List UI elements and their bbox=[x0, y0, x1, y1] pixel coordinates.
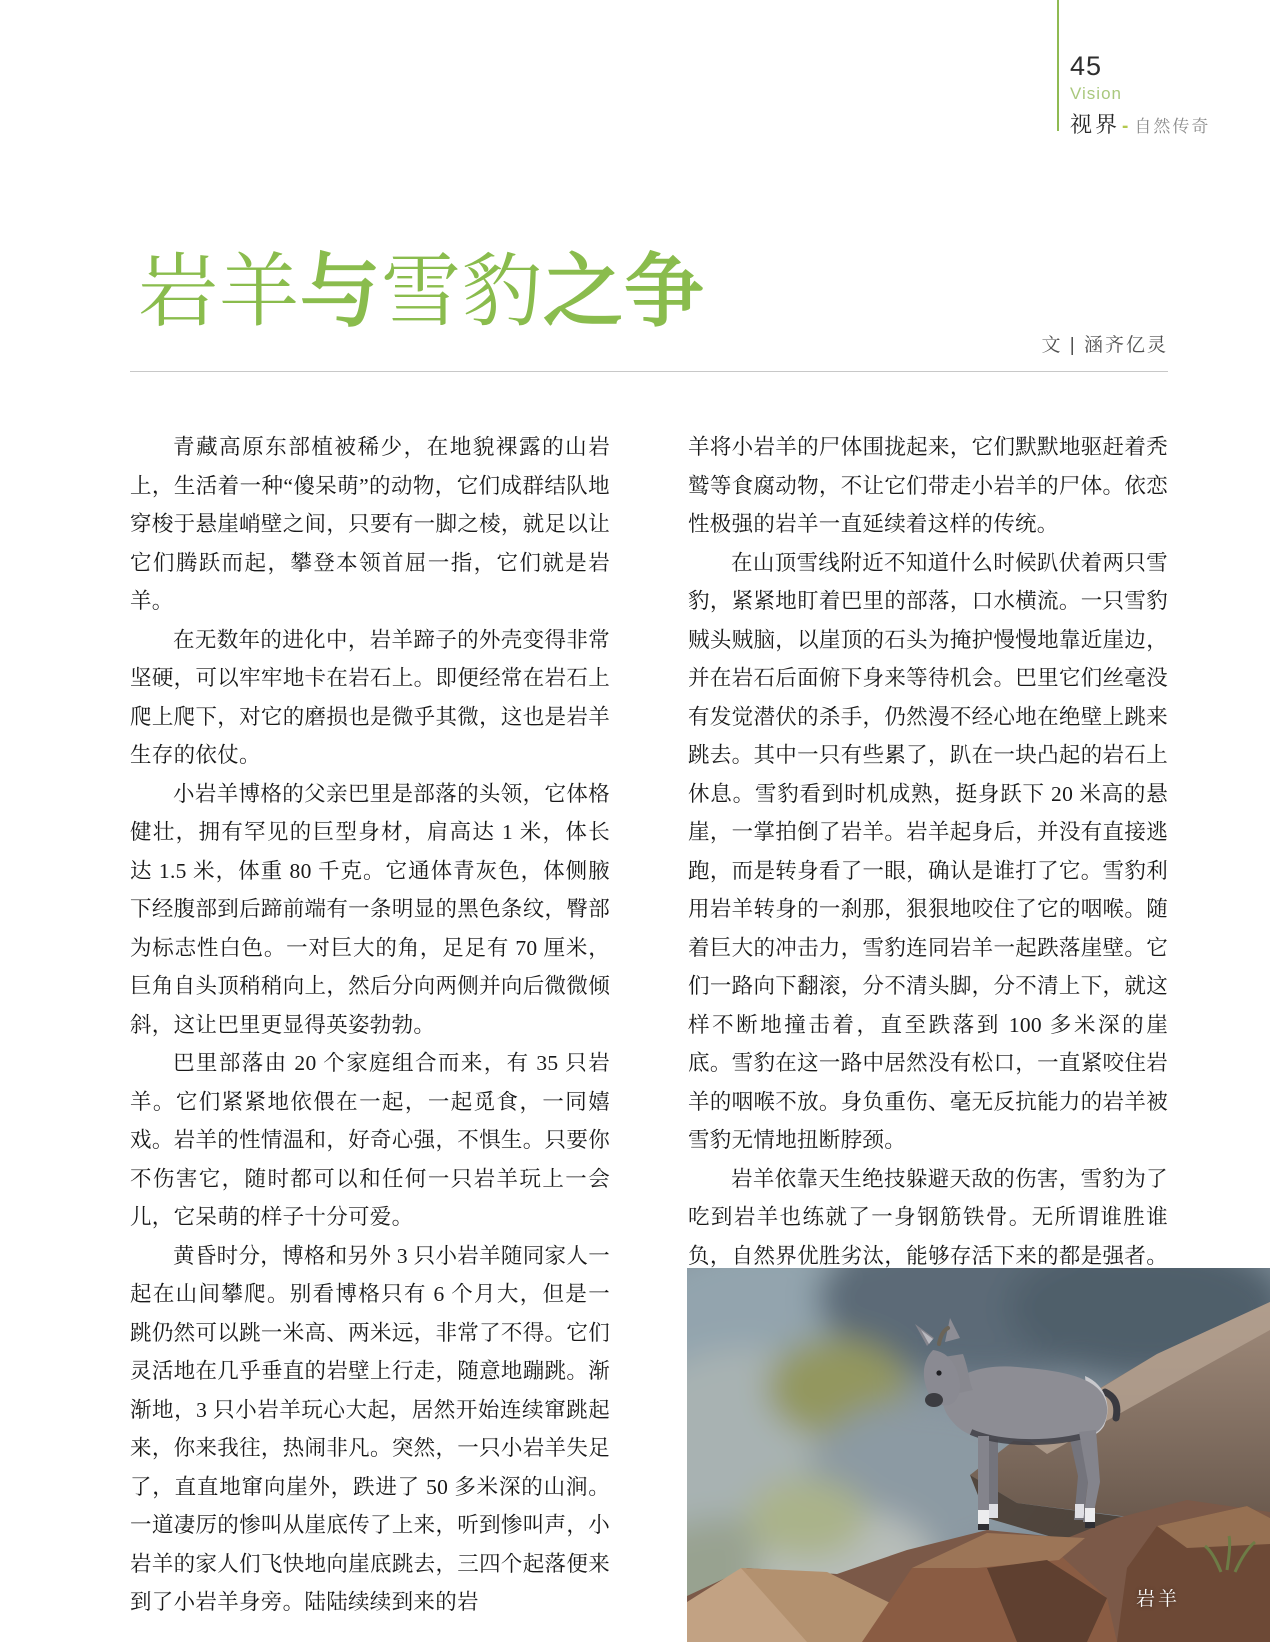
title-segment-thin: 岩羊 bbox=[138, 247, 300, 336]
paragraph: 在山顶雪线附近不知道什么时候趴伏着两只雪豹，紧紧地盯着巴里的部落，口水横流。一只雪豹贼头贼脑，以崖顶的石头为掩护慢慢地靠近崖边，并在岩石后面俯下身来等待机会。巴里它们丝毫没有发觉潜伏的杀手，仍然漫不经心地在绝壁上跳来跳去。其中一只有些累了，趴在一块凸起的岩石上休息。雪豹看到时机成熟，挺身跃下 20 米高的悬崖，一掌拍倒了岩羊。岩羊起身后，并没有直接逃跑，而是转身看了一眼，确认是谁打了它。雪豹利用岩羊转身的一刹那，狠狠地咬住了它的咽喉。随着巨大的冲击力，雪豹连同岩羊一起跌落崖壁。它们一路向下翻滚，分不清头脚，分不清上下，就这样不断地撞击着，直至跌落到 100 多米深的崖底。雪豹在这一路中居然没有松口，一直紧咬住岩羊的咽喉不放。身负重伤、毫无反抗能力的岩羊被雪豹无情地扭断脖颈。 bbox=[688, 550, 1168, 1152]
paragraph: 在无数年的进化中，岩羊蹄子的外壳变得非常坚硬，可以牢牢地卡在岩石上。即便经常在岩石上爬上爬下，对它的磨损也是微乎其微，这也是岩羊生存的依仗。 bbox=[130, 627, 610, 767]
section-dash: - bbox=[1122, 115, 1129, 137]
paragraph-text: 岩羊依靠天生绝技躲避天敌的伤害，雪豹为了吃到岩羊也练就了一身钢筋铁骨。无所谓谁胜谁负，自然界优胜劣汰，能够存活下来的都是强者。 bbox=[688, 1166, 1168, 1268]
article-title bbox=[138, 246, 705, 338]
title-rule bbox=[130, 371, 1168, 372]
bharal-photo bbox=[687, 1268, 1270, 1642]
paragraph: 青藏高原东部植被稀少，在地貌裸露的山岩上，生活着一种“傻呆萌”的动物，它们成群结队地穿梭于悬崖峭壁之间，只要有一脚之棱，就足以让它们腾跃而起，攀登本领首屈一指，它们就是岩羊。 bbox=[130, 435, 610, 613]
paragraph: 小岩羊博格的父亲巴里是部落的头领，它体格健壮，拥有罕见的巨型身材，肩高达 1 米，体长达 1.5 米，体重 80 千克。它通体青灰色，体侧腋下经腹部到后蹄前端有一条明显的黑色条纹，臀部为标志性白色。一对巨大的角，足足有 70 厘米，巨角自头顶稍稍向上，然后分向两侧并向后微微倾斜，这让巴里更显得英姿勃勃。 bbox=[130, 781, 610, 1037]
article-column-left bbox=[130, 428, 610, 1622]
section-name-en: Vision bbox=[1070, 83, 1122, 103]
paragraph: 黄昏时分，博格和另外 3 只小岩羊随同家人一起在山间攀爬。别看博格只有 6 个月大，但是一跳仍然可以跳一米高、两米远，非常了不得。它们灵活地在几乎垂直的岩壁上行走，随意地蹦跳。渐渐地，3 只小岩羊玩心大起，居然开始连续窜跳起来，你来我往，热闹非凡。突然，一只小岩羊失足了，直直地窜向崖外，跌进了 50 多米深的山涧。一道凄厉的惨叫从崖底传了上来，听到惨叫声，小岩羊的家人们飞快地向崖底跳去，三四个起落便来到了小岩羊身旁。陆陆续续到来的岩 bbox=[130, 1243, 610, 1614]
title-segment-thin: 雪豹 bbox=[381, 247, 543, 336]
page-header bbox=[1070, 52, 1210, 139]
title-segment-bold: 与 bbox=[300, 247, 381, 336]
section-name-cn: 视界 bbox=[1070, 111, 1121, 137]
article-column-right bbox=[688, 428, 1168, 1314]
bharal-photo-art bbox=[687, 1268, 1270, 1642]
section-topic: 自然传奇 bbox=[1134, 116, 1211, 136]
photo-caption: 岩羊 bbox=[1135, 1589, 1180, 1610]
paragraph: 羊将小岩羊的尸体围拢起来，它们默默地驱赶着秃鹫等食腐动物，不让它们带走小岩羊的尸体。依恋性极强的岩羊一直延续着这样的传统。 bbox=[688, 435, 1168, 536]
title-segment-bold: 之争 bbox=[543, 247, 705, 336]
paragraph: 巴里部落由 20 个家庭组合而来，有 35 只岩羊。它们紧紧地依偎在一起，一起觅食，一同嬉戏。岩羊的性情温和，好奇心强，不惧生。只要你不伤害它，随时都可以和任何一只岩羊玩上一会儿，它呆萌的样子十分可爱。 bbox=[130, 1051, 610, 1229]
section-row bbox=[1070, 108, 1210, 139]
byline: 文 | 涵齐亿灵 bbox=[1041, 335, 1168, 356]
header-divider-line bbox=[1057, 0, 1059, 131]
page-number: 45 bbox=[1070, 51, 1103, 81]
